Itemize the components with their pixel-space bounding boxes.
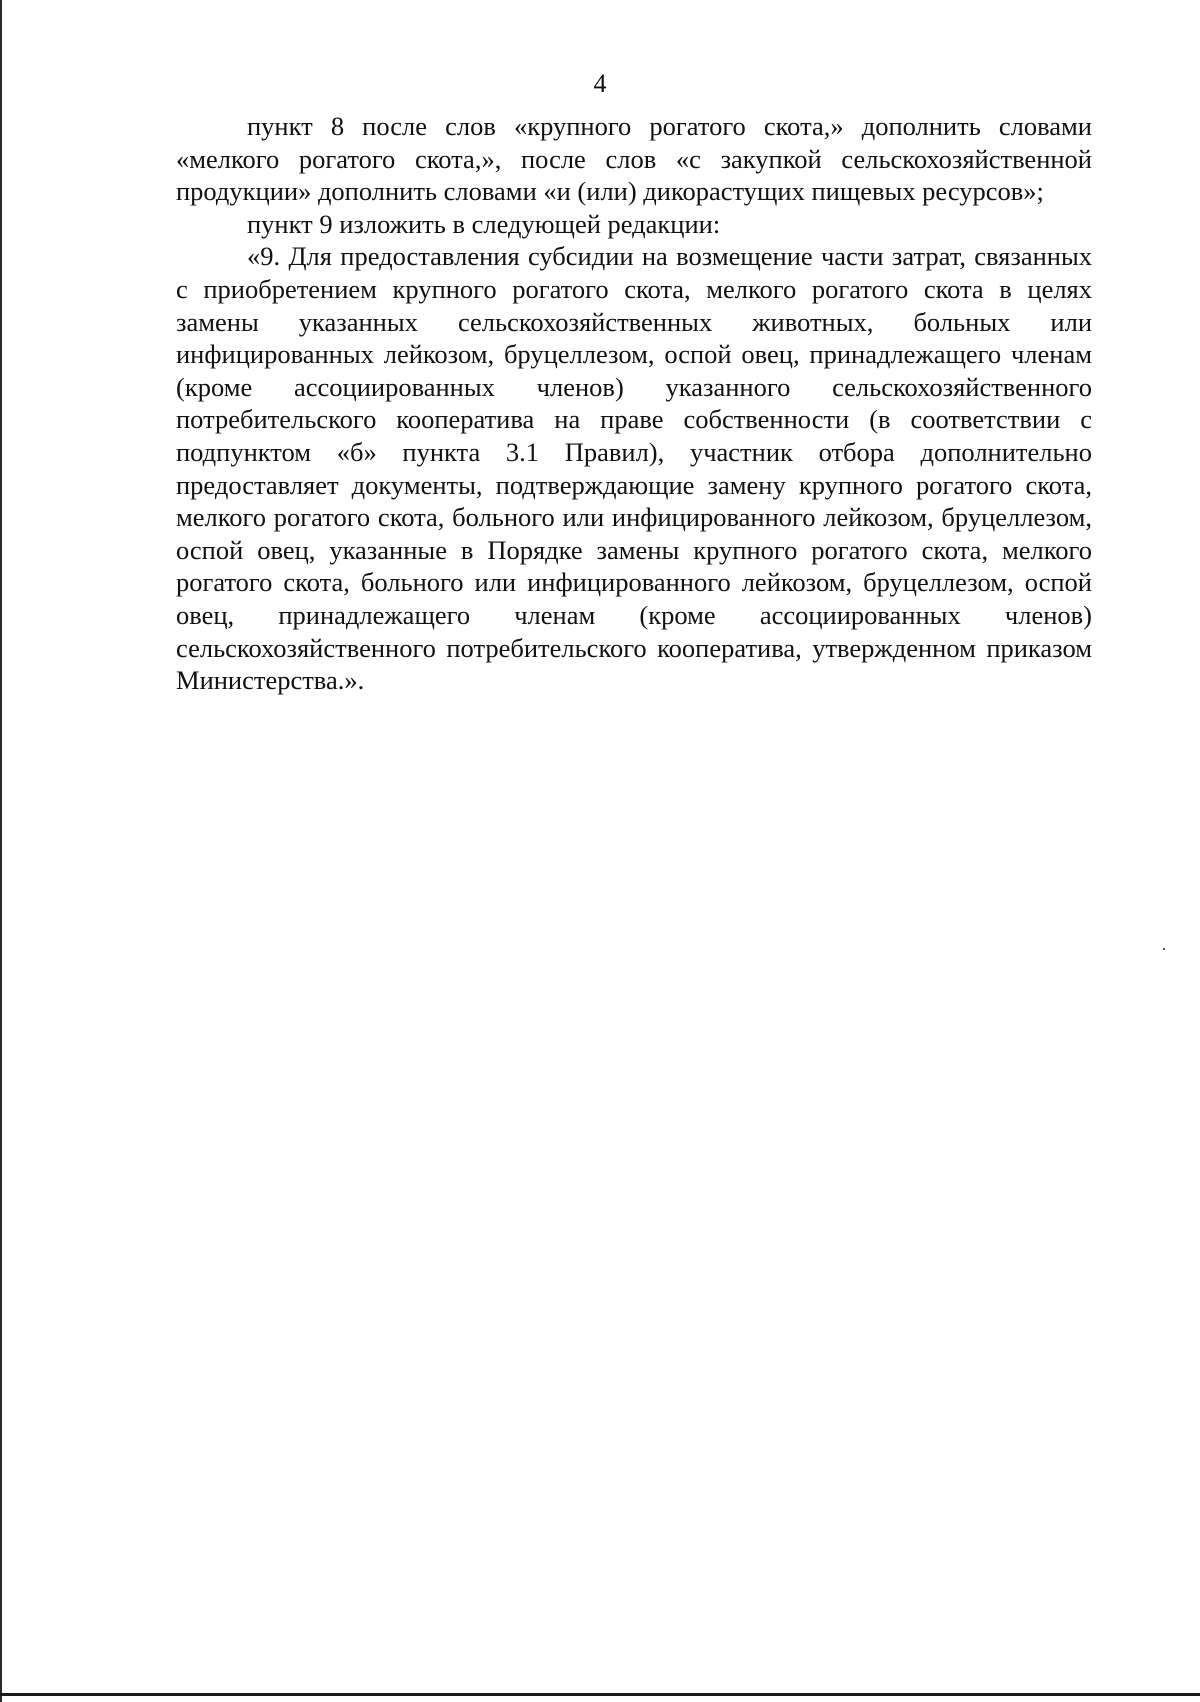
paragraph-point-8: пункт 8 после слов «крупного рогатого скота,» дополнить словами «мелкого рогатого скота,», после слов «с закупкой сельскохозяйственной продукции» дополнить словами «и (или) дикорастущих пищевых ресурсов»; — [176, 111, 1092, 207]
document-body — [176, 110, 1092, 697]
scan-bottom-edge — [0, 1693, 1200, 1696]
paragraph-point-9-text: «9. Для предоставления субсидии на возмещение части затрат, связанных с приобретением крупного рогатого скота, мелкого рогатого скота в целях замены указанных сельскохозяйственных животных, больных или инфицированных лейкозом, бруцеллезом, оспой овец, принадлежащего членам (кроме ассоциированных членов) указанного сельскохозяйственного потребительского кооператива на праве собственности (в соответствии с подпунктом «б» пункта 3.1 Правил), участник отбора дополнительно предоставляет документы, подтверждающие замену крупного рогатого скота, мелкого рогатого скота, больного или инфицированного лейкозом, бруцеллезом, оспой овец, указанные в Порядке замены крупного рогатого скота, мелкого рогатого скота, больного или инфицированного лейкозом, бруцеллезом, оспой овец, принадлежащего членам (кроме ассоциированных членов) сельскохозяйственного потребительского кооператива, утвержденном приказом Министерства.». — [176, 241, 1092, 696]
scan-left-edge — [0, 0, 2, 1702]
scan-speck — [1163, 948, 1165, 950]
paragraph-point-9-intro: пункт 9 изложить в следующей редакции: — [247, 208, 721, 239]
page-number: 4 — [593, 69, 607, 98]
